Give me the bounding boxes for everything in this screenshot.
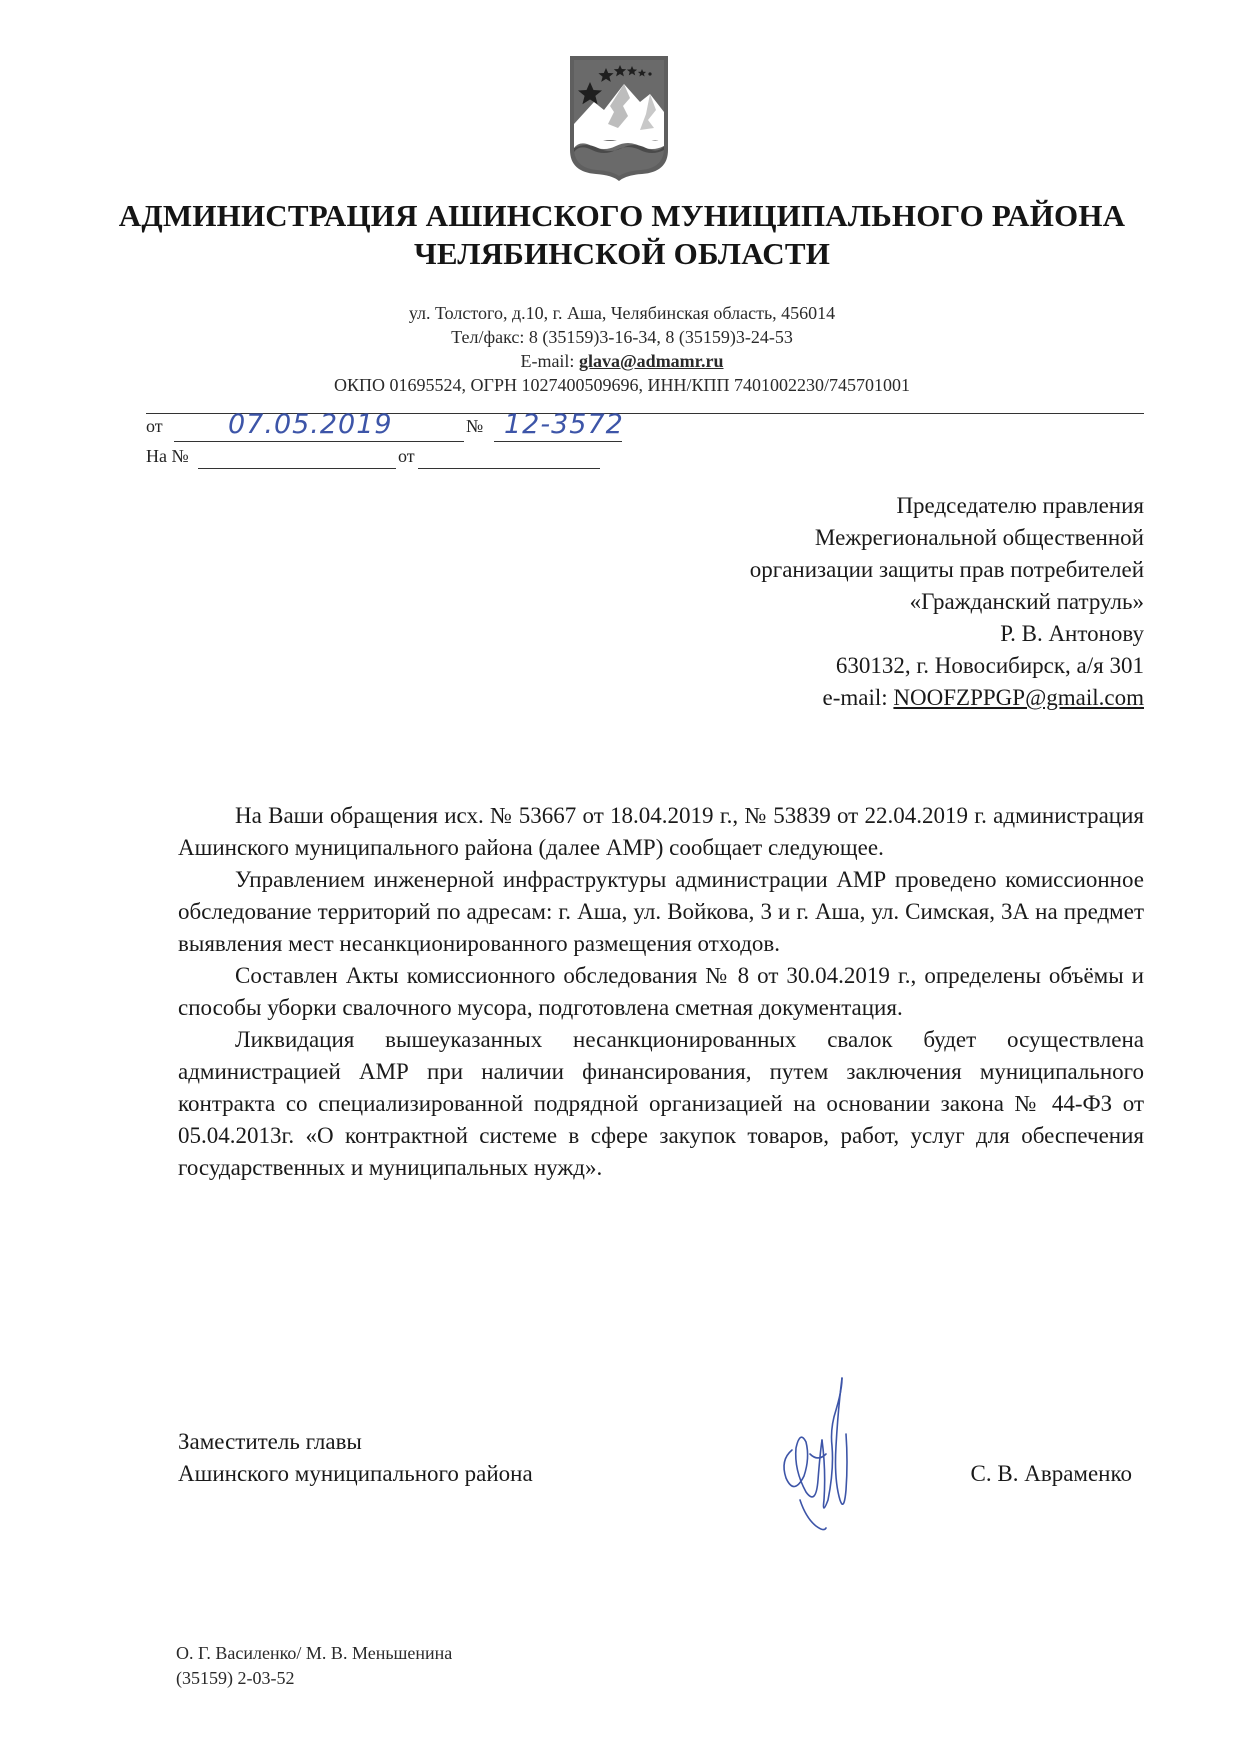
handwritten-signature-icon [760, 1350, 865, 1540]
date-underline [174, 441, 464, 442]
organization-name-line1: АДМИНИСТРАЦИЯ АШИНСКОГО МУНИЦИПАЛЬНОГО РАЙОНА [118, 198, 1126, 233]
executors-phone: (35159) 2-03-52 [176, 1668, 295, 1688]
addressee-postal-address: 630132, г. Новосибирск, а/я 301 [835, 653, 1144, 678]
organization-phone: Тел/факс: 8 (35159)3-16-34, 8 (35159)3-24-53 [451, 327, 793, 347]
addressee-line: «Гражданский патруль» [909, 589, 1144, 614]
addressee-email-label: e-mail: [822, 685, 894, 710]
reference-date-underline [418, 468, 600, 469]
body-paragraph: На Ваши обращения исх. № 53667 от 18.04.2019 г., № 53839 от 22.04.2019 г. администрация Ашинского муниципального района (далее АМР) сообщает следующее. [178, 803, 1144, 860]
letter-body [178, 800, 1144, 1184]
body-paragraph: Составлен Акты комиссионного обследования № 8 от 30.04.2019 г., определены объёмы и способы уборки свалочного мусора, подготовлена сметная документация. [178, 963, 1144, 1020]
handwritten-date: 07.05.2019 [228, 409, 393, 440]
number-label: № [466, 416, 484, 436]
executors: О. Г. Василенко/ М. В. Меньшенина [176, 1643, 453, 1663]
reference-number-underline [198, 468, 396, 469]
date-label: от [146, 416, 163, 436]
addressee-name: Р. В. Антонову [1000, 621, 1144, 646]
reference-label: На № [146, 446, 189, 466]
addressee-line: Председателю правления [896, 493, 1144, 518]
addressee-email-line [750, 682, 1144, 714]
body-paragraph: Управлением инженерной инфраструктуры администрации АМР проведено комиссионное обследование территорий по адресам: г. Аша, ул. Войкова, 3 и г. Аша, ул. Симская, 3А на предмет выявления мест несанкционированного размещения отходов. [178, 867, 1144, 956]
signatory-position-line2: Ашинского муниципального района [178, 1461, 533, 1486]
addressee-block [750, 490, 1144, 714]
signatory-position [178, 1426, 533, 1490]
coat-of-arms-icon [568, 54, 670, 182]
signatory-position-line1: Заместитель главы [178, 1429, 362, 1454]
handwritten-number: 12-3572 [504, 409, 624, 440]
body-paragraph: Ликвидация вышеуказанных несанкционированных свалок будет осуществлена администрацией АМР при наличии финансирования, путем заключения муниципального контракта со специализированной подрядной организацией на основании закона № 44-ФЗ от 05.04.2013г. «О контрактной системе в сфере закупок товаров, работ, услуг для обеспечения государственных и муниципальных нужд». [178, 1027, 1144, 1180]
addressee-email-link[interactable]: NOOFZPPGP@gmail.com [893, 685, 1144, 710]
organization-email-line [0, 351, 1244, 372]
organization-codes: ОКПО 01695524, ОГРН 1027400509696, ИНН/КПП 7401002230/745701001 [334, 375, 910, 395]
reference-from-label: от [398, 446, 415, 466]
signatory-name: С. В. Авраменко [970, 1461, 1132, 1486]
addressee-line: Межрегиональной общественной [814, 525, 1144, 550]
organization-email-link[interactable]: glava@admamr.ru [578, 351, 724, 371]
number-underline [494, 441, 622, 442]
email-label: E-mail: [520, 351, 579, 371]
organization-address: ул. Толстого, д.10, г. Аша, Челябинская область, 456014 [408, 303, 836, 323]
addressee-line: организации защиты прав потребителей [749, 557, 1144, 582]
organization-name-line2: ЧЕЛЯБИНСКОЙ ОБЛАСТИ [413, 236, 831, 271]
